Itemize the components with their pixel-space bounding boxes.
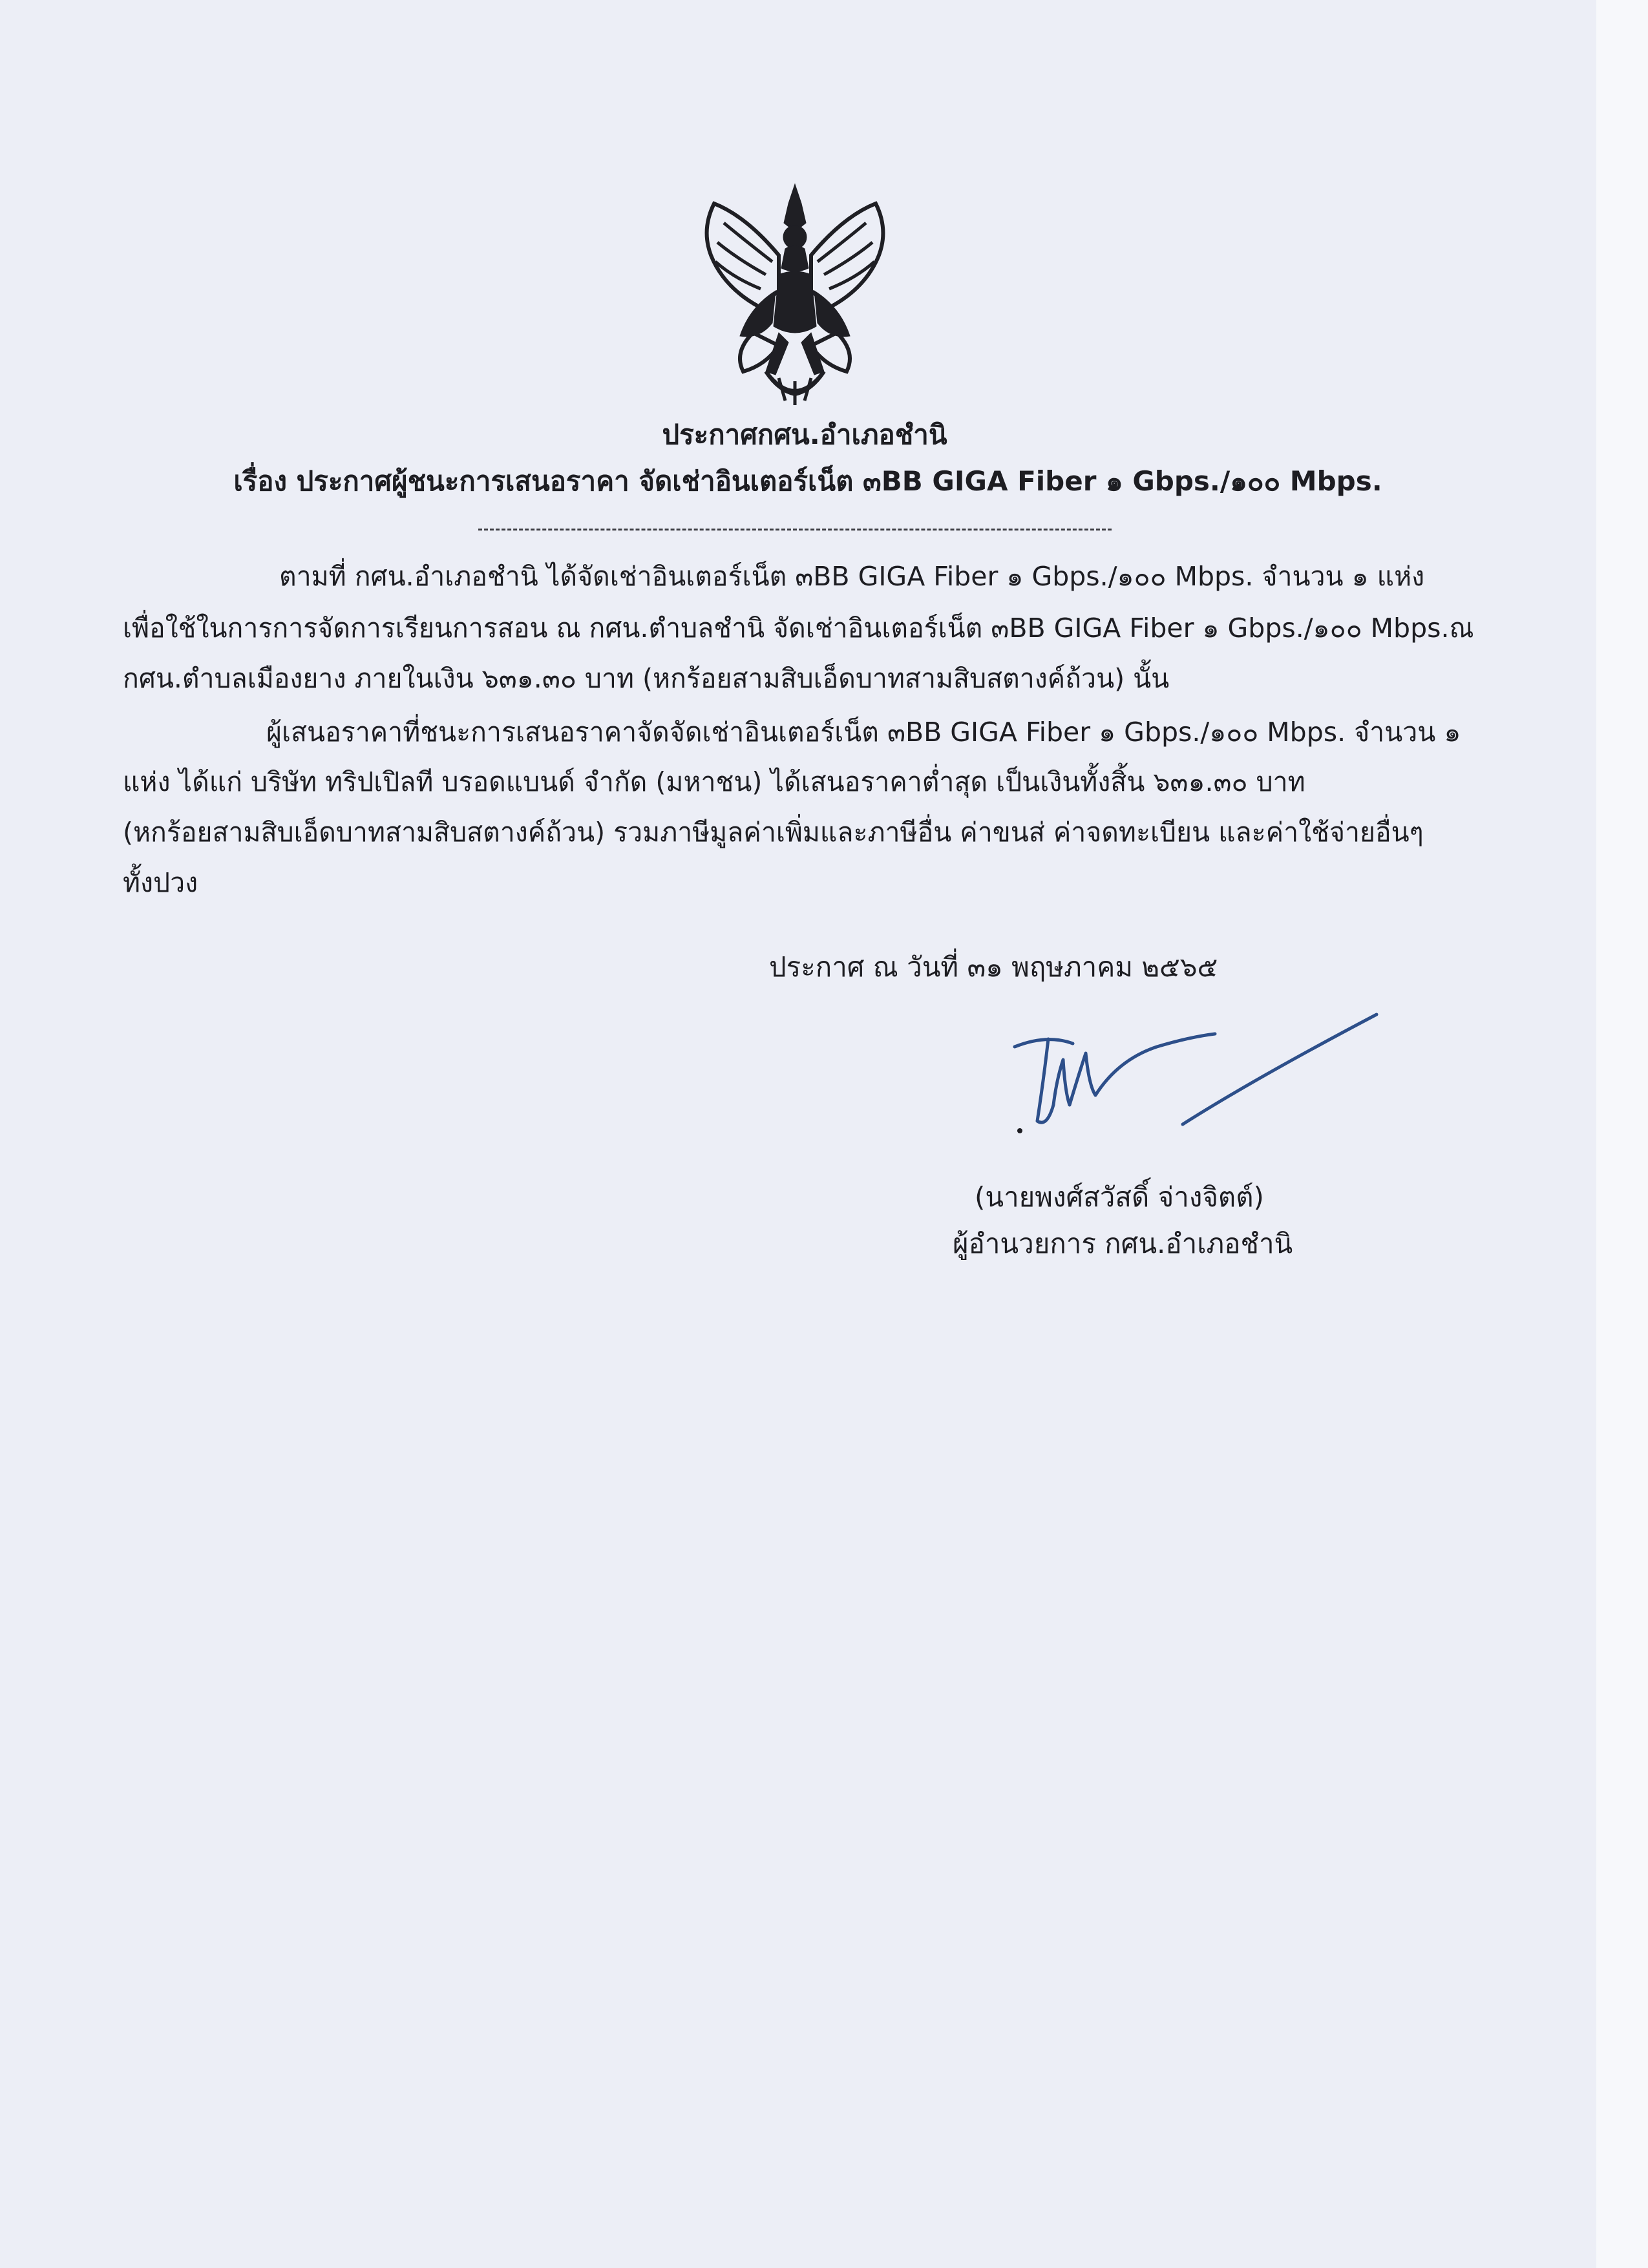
dashed-divider [478, 529, 1112, 530]
document-title: ประกาศกศน.อำเภอชำนิ [662, 419, 947, 450]
scanner-edge [1596, 0, 1648, 2268]
body-line: ผู้เสนอราคาที่ชนะการเสนอราคาจัดจัดเช่าอินเตอร์เน็ต ๓BB GIGA Fiber ๑ Gbps./๑๐๐ Mbps. จำนวน ๑ [266, 717, 1461, 748]
announcement-date: ประกาศ ณ วันที่ ๓๑ พฤษภาคม ๒๕๖๕ [769, 951, 1218, 983]
signer-name: (นายพงศ์สวัสดิ์ จ่างจิตต์) [975, 1181, 1264, 1213]
document-subject: เรื่อง ประกาศผู้ชนะการเสนอราคา จัดเช่าอินเตอร์เน็ต ๓BB GIGA Fiber ๑ Gbps./๑๐๐ Mbps. [233, 465, 1382, 497]
body-line: (หกร้อยสามสิบเอ็ดบาทสามสิบสตางค์ถ้วน) รวมภาษีมูลค่าเพิ่มและภาษีอื่น ค่าขนส่ ค่าจดทะเบียน และค่าใช้จ่ายอื่นๆ [123, 817, 1424, 848]
body-line: ทั้งปวง [123, 867, 198, 898]
garuda-emblem-icon [688, 178, 902, 410]
body-line: กศน.ตำบลเมืองยาง ภายในเงิน ๖๓๑.๓๐ บาท (หกร้อยสามสิบเอ็ดบาทสามสิบสตางค์ถ้วน) นั้น [123, 663, 1170, 694]
signer-position: ผู้อำนวยการ กศน.อำเภอชำนิ [953, 1228, 1293, 1259]
body-line: เพื่อใช้ในการการจัดการเรียนการสอน ณ กศน.ตำบลชำนิ จัดเช่าอินเตอร์เน็ต ๓BB GIGA Fiber ๑ Gbps./๑๐๐ Mbps.ณ [123, 613, 1474, 644]
handwritten-signature [1008, 1008, 1383, 1144]
body-line: แห่ง ได้แก่ บริษัท ทริปเปิลที บรอดแบนด์ จำกัด (มหาชน) ได้เสนอราคาต่ำสุด เป็นเงินทั้งสิ้น ๖๓๑.๓๐ บาท [123, 766, 1305, 797]
body-line: ตามที่ กศน.อำเภอชำนิ ได้จัดเช่าอินเตอร์เน็ต ๓BB GIGA Fiber ๑ Gbps./๑๐๐ Mbps. จำนวน ๑ แห่ง [279, 561, 1425, 592]
